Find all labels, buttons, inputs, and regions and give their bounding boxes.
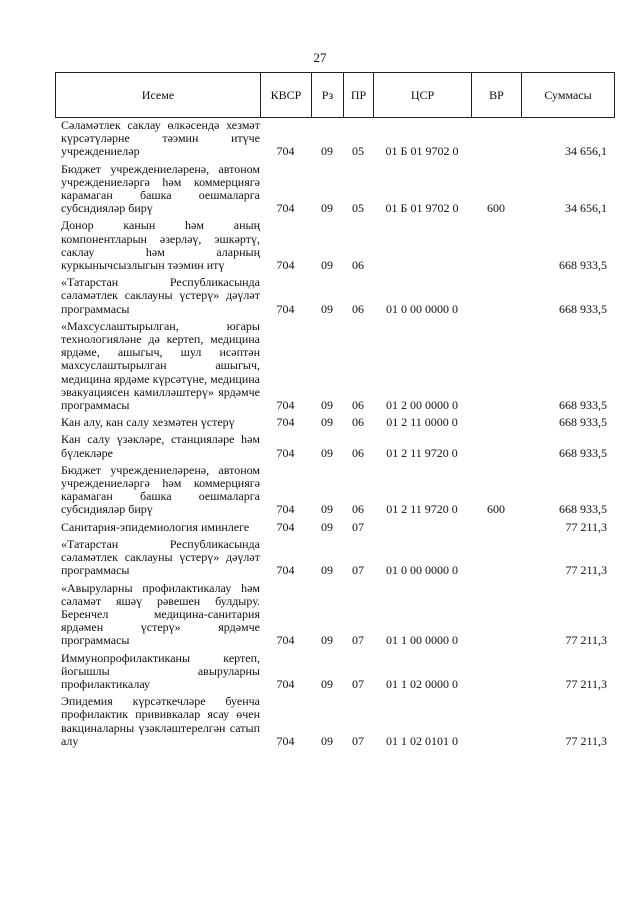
row-name: Бюджет учреждениеләренә, автоном учреждениеләргә һәм коммерциягә карамаган башка оешмаларга субсидияләр бирү xyxy=(61,161,260,216)
row-rz: 09 xyxy=(321,445,333,460)
header-pr: ПР xyxy=(344,73,374,117)
row-rz: 09 xyxy=(321,415,333,430)
row-csr: 01 0 00 0000 0 xyxy=(386,301,458,316)
row-sum: 668 933,5 xyxy=(559,445,607,460)
row-sum: 77 211,3 xyxy=(565,676,607,691)
row-kvsr: 704 xyxy=(276,733,295,748)
row-pr: 06 xyxy=(352,258,364,273)
table-row xyxy=(55,464,615,517)
table-row xyxy=(55,538,615,578)
row-sum: 34 656,1 xyxy=(565,144,607,159)
row-name: «Татарстан Республикасында сәламәтлек саклауны үстерү» дәүләт программасы xyxy=(61,275,260,316)
row-pr: 05 xyxy=(352,144,364,159)
row-pr: 05 xyxy=(352,201,364,216)
row-kvsr: 704 xyxy=(276,633,295,648)
row-rz: 09 xyxy=(321,502,333,517)
page-number: 27 xyxy=(313,50,327,65)
row-pr: 06 xyxy=(352,415,364,430)
row-sum: 668 933,5 xyxy=(559,398,607,413)
row-csr: 01 2 11 9720 0 xyxy=(386,445,458,460)
table-header xyxy=(55,72,615,118)
row-csr: 01 1 02 0101 0 xyxy=(386,733,458,748)
row-name: Донор канын һәм аның компонентларын әзерләү, эшкәртү, саклау һәм аларның куркынычсызлыгын тәэмин итү xyxy=(61,218,260,273)
row-name: Бюджет учреждениеләренә, автоном учреждениеләргә һәм коммерциягә карамаган башка оешмаларга субсидияләр бирү xyxy=(61,462,260,517)
row-sum: 77 211,3 xyxy=(565,733,607,748)
row-kvsr: 704 xyxy=(276,398,295,413)
table-body xyxy=(55,119,615,752)
row-sum: 77 211,3 xyxy=(565,519,607,534)
row-sum: 34 656,1 xyxy=(565,201,607,216)
row-kvsr: 704 xyxy=(276,301,295,316)
row-sum: 668 933,5 xyxy=(559,258,607,273)
table-row xyxy=(55,433,615,459)
row-name: Санитария-эпидемиология иминлеге xyxy=(61,519,250,534)
row-kvsr: 704 xyxy=(276,676,295,691)
row-rz: 09 xyxy=(321,676,333,691)
table-row xyxy=(55,119,615,159)
row-rz: 09 xyxy=(321,733,333,748)
row-kvsr: 704 xyxy=(276,144,295,159)
row-kvsr: 704 xyxy=(276,502,295,517)
table-row xyxy=(55,521,615,534)
row-name: «Татарстан Республикасында сәламәтлек саклауны үстерү» дәүләт программасы xyxy=(61,536,260,578)
row-rz: 09 xyxy=(321,258,333,273)
row-pr: 07 xyxy=(352,633,364,648)
row-pr: 07 xyxy=(352,733,364,748)
table-row xyxy=(55,320,615,412)
row-rz: 09 xyxy=(321,519,333,534)
row-sum: 77 211,3 xyxy=(565,633,607,648)
table-row xyxy=(55,276,615,316)
row-rz: 09 xyxy=(321,633,333,648)
row-kvsr: 704 xyxy=(276,445,295,460)
table-row xyxy=(55,416,615,429)
row-name: Кан салу үзәкләре, станцияләре һәм бүлекләре xyxy=(61,432,260,460)
row-kvsr: 704 xyxy=(276,519,295,534)
table-row xyxy=(55,163,615,216)
row-csr: 01 2 11 9720 0 xyxy=(386,502,458,517)
row-pr: 06 xyxy=(352,445,364,460)
row-pr: 06 xyxy=(352,398,364,413)
row-sum: 668 933,5 xyxy=(559,502,607,517)
row-csr: 01 1 00 0000 0 xyxy=(386,633,458,648)
row-pr: 07 xyxy=(352,563,364,578)
row-rz: 09 xyxy=(321,301,333,316)
row-csr: 01 1 02 0000 0 xyxy=(386,676,458,691)
row-rz: 09 xyxy=(321,398,333,413)
row-pr: 06 xyxy=(352,301,364,316)
row-name: «Авыруларны профилактикалау һәм сәламәт яшәү рәвешен булдыру. Беренчел медицина-санитария ярдәмен үстерү» ярдәмче программасы xyxy=(61,580,260,648)
row-pr: 07 xyxy=(352,676,364,691)
row-kvsr: 704 xyxy=(276,563,295,578)
row-pr: 07 xyxy=(352,519,364,534)
header-vr: ВР xyxy=(472,73,522,117)
row-name: Сәламәтлек саклау өлкәсендә хезмәт күрсәтүләрне тәэмин итүче учреждениеләр xyxy=(61,118,260,159)
row-kvsr: 704 xyxy=(276,201,295,216)
row-vr: 600 xyxy=(487,502,505,517)
row-csr: 01 Б 01 9702 0 xyxy=(385,201,459,216)
row-sum: 668 933,5 xyxy=(559,301,607,316)
row-csr: 01 Б 01 9702 0 xyxy=(385,144,459,159)
table-row xyxy=(55,219,615,272)
row-rz: 09 xyxy=(321,563,333,578)
row-sum: 77 211,3 xyxy=(565,563,607,578)
row-csr: 01 2 00 0000 0 xyxy=(386,398,458,413)
row-name: «Махсуслаштырылган, югары технологияләне дә кертеп, медицина ярдәме, ашыгыч, шул исәптән махсуслаштырылган ашыгыч, медицина ярдәме күрсәтүне, медицина эвакуациясен камилләштерү» ярдәмче программасы xyxy=(61,318,260,413)
row-rz: 09 xyxy=(321,144,333,159)
table-row xyxy=(55,582,615,648)
row-csr: 01 0 00 0000 0 xyxy=(386,563,458,578)
row-name: Эпидемия күрсәткечләре буенча профилактик прививкалар ясау өчен вакциналарны үзәкләштерелгән сатып алу xyxy=(61,694,260,748)
header-name: Исеме xyxy=(56,73,261,117)
row-name: Кан алу, кан салу хезмәтен үстерү xyxy=(61,415,235,430)
row-sum: 668 933,5 xyxy=(559,415,607,430)
header-kvsr: КВСР xyxy=(261,73,312,117)
row-name: Иммунопрофилактиканы кертеп, йогышлы авыруларны профилактикалау xyxy=(61,650,260,691)
row-pr: 06 xyxy=(352,502,364,517)
header-rz: Рз xyxy=(312,73,344,117)
row-vr: 600 xyxy=(487,201,505,216)
row-rz: 09 xyxy=(321,201,333,216)
table-row xyxy=(55,695,615,748)
row-csr: 01 2 11 0000 0 xyxy=(386,415,458,430)
header-sum: Суммасы xyxy=(544,87,592,102)
table-row xyxy=(55,652,615,692)
header-csr: ЦСР xyxy=(374,73,472,117)
row-kvsr: 704 xyxy=(276,415,295,430)
row-kvsr: 704 xyxy=(276,258,295,273)
